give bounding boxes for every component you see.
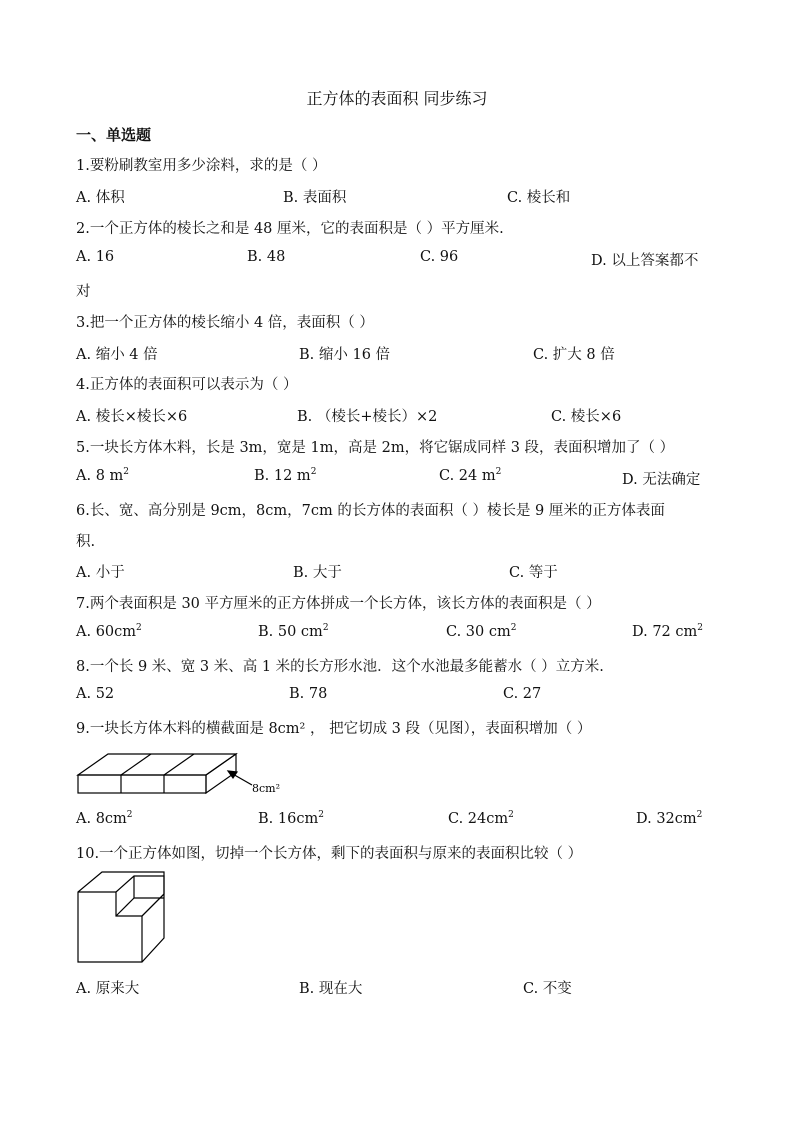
section-heading: 一、单选题	[76, 126, 152, 144]
q4-option-c[interactable]: C. 棱长×6	[551, 409, 622, 425]
q9-option-a[interactable]: A. $8cm^2$	[76, 810, 133, 827]
cross-section-label: 8cm²	[252, 782, 280, 795]
page-title: 正方体的表面积 同步练习	[306, 89, 488, 108]
q2-option-d[interactable]: D. 以上答案都不	[591, 253, 699, 269]
q5-option-b[interactable]: B. 12 $m^2$	[254, 467, 317, 484]
question-3-stem: 3.把一个正方体的棱长缩小 4 倍，表面积（ ）	[76, 315, 374, 331]
q1-option-b[interactable]: B. 表面积	[283, 190, 347, 206]
q4-option-b[interactable]: B. （棱长+棱长）×2	[297, 409, 438, 425]
q7-option-b[interactable]: B. 50 $cm^2$	[258, 623, 329, 640]
arrow-to-section	[228, 771, 252, 785]
q7-option-a[interactable]: A. $60cm^2$	[76, 623, 142, 640]
cube-outline	[78, 872, 164, 962]
q10-option-c[interactable]: C. 不变	[523, 981, 572, 997]
question-6-stem: 6.长、宽、高分别是 9cm，8cm，7cm 的长方体的表面积（ ）棱长是 9 厘米的正方体表面	[76, 503, 665, 519]
q5-option-d[interactable]: D. 无法确定	[622, 472, 701, 488]
q2-option-d-continued: 对	[76, 284, 91, 300]
question-5-stem: 5.一块长方体木料，长是 3m，宽是 1m，高是 2m，将它锯成同样 3 段，表面积增加了（ ）	[76, 440, 675, 456]
question-9-stem: 9.一块长方体木料的横截面是 8cm² ， 把它切成 3 段（见图），表面积增加（ ）	[76, 721, 592, 737]
q8-option-a[interactable]: A. 52	[76, 686, 115, 702]
q7-option-c[interactable]: C. 30 $cm^2$	[446, 623, 517, 640]
q5-option-c[interactable]: C. 24 $m^2$	[439, 467, 502, 484]
q6-option-c[interactable]: C. 等于	[509, 565, 558, 581]
question-10-stem: 10.一个正方体如图，切掉一个长方体，剩下的表面积与原来的表面积比较（ ）	[76, 846, 583, 862]
q1-option-c[interactable]: C. 棱长和	[507, 190, 571, 206]
question-8-stem: 8.一个长 9 米、宽 3 米、高 1 米的长方形水池．这个水池最多能蓄水（ ）立方米.	[76, 659, 604, 675]
question-2-stem: 2.一个正方体的棱长之和是 48 厘米，它的表面积是（ ）平方厘米.	[76, 221, 504, 237]
q7-option-d[interactable]: D. 72 $cm^2$	[632, 623, 703, 640]
cut-cube-figure	[76, 870, 186, 968]
q9-option-b[interactable]: B. $16cm^2$	[258, 810, 324, 827]
q6-option-b[interactable]: B. 大于	[293, 565, 342, 581]
question-7-stem: 7.两个表面积是 30 平方厘米的正方体拼成一个长方体，该长方体的表面积是（ ）	[76, 596, 601, 612]
q10-option-a[interactable]: A. 原来大	[76, 981, 140, 997]
q3-option-c[interactable]: C. 扩大 8 倍	[533, 347, 615, 363]
question-6-stem-continued: 积.	[76, 534, 96, 550]
q6-option-a[interactable]: A. 小于	[76, 565, 125, 581]
wood-block-figure	[76, 748, 306, 804]
q5-option-a[interactable]: A. 8 $m^2$	[76, 467, 130, 484]
block-outline	[78, 754, 236, 793]
question-1-stem: 1.要粉刷教室用多少涂料，求的是（ ）	[76, 158, 327, 174]
q10-option-b[interactable]: B. 现在大	[299, 981, 363, 997]
q1-option-a[interactable]: A. 体积	[76, 190, 125, 206]
question-4-stem: 4.正方体的表面积可以表示为（ ）	[76, 377, 298, 393]
q3-option-a[interactable]: A. 缩小 4 倍	[76, 347, 158, 363]
q9-option-d[interactable]: D. $32cm^2$	[636, 810, 703, 827]
q9-option-c[interactable]: C. $24cm^2$	[448, 810, 514, 827]
q2-option-c[interactable]: C. 96	[420, 249, 459, 265]
q3-option-b[interactable]: B. 缩小 16 倍	[299, 347, 391, 363]
q4-option-a[interactable]: A. 棱长×棱长×6	[76, 409, 188, 425]
q2-option-b[interactable]: B. 48	[247, 249, 286, 265]
q8-option-c[interactable]: C. 27	[503, 686, 542, 702]
q8-option-b[interactable]: B. 78	[289, 686, 328, 702]
q2-option-a[interactable]: A. 16	[76, 249, 115, 265]
